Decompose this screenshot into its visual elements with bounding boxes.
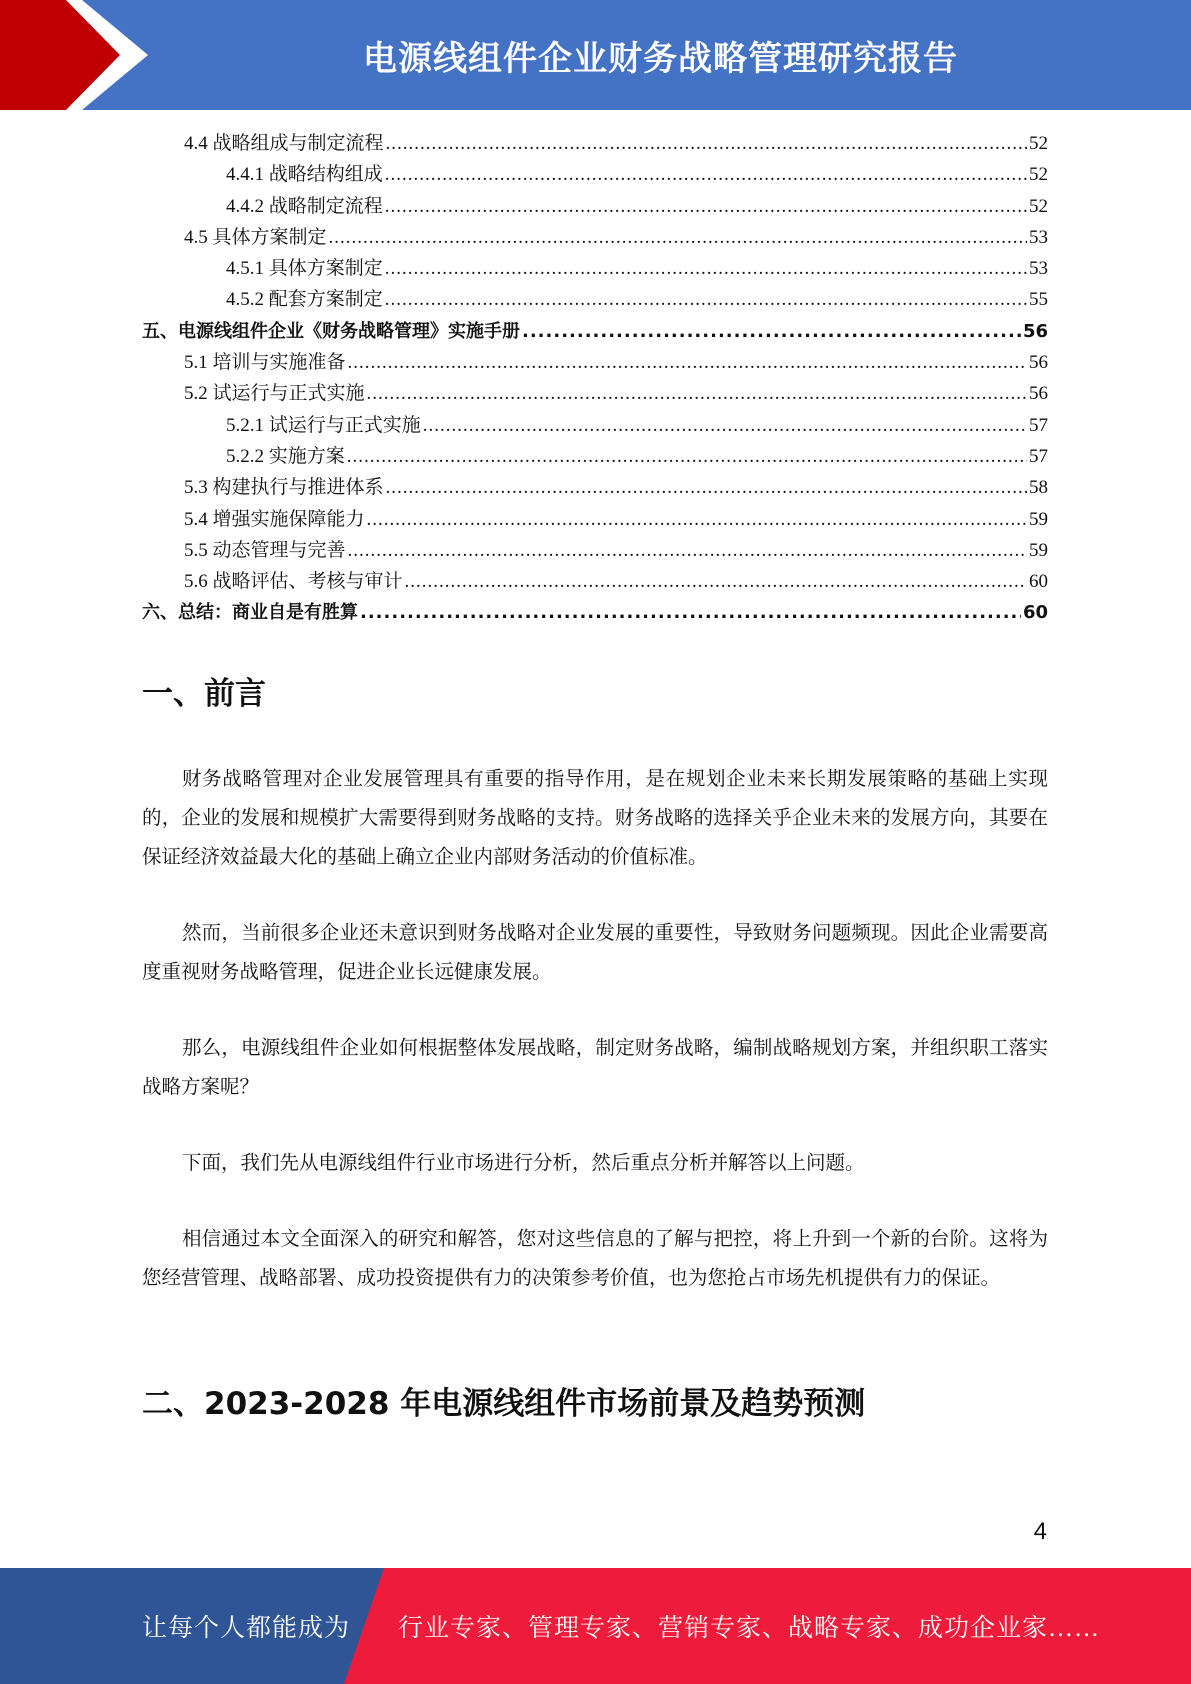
toc-entry-label: 5.2 试运行与正式实施 — [184, 383, 365, 405]
toc-entry-page: 56 — [1022, 320, 1048, 342]
toc-entry-page: 60 — [1022, 602, 1048, 624]
toc-entry-page: 59 — [1029, 508, 1048, 530]
toc-leader-dots — [385, 191, 1027, 222]
toc-entry-page: 52 — [1029, 195, 1048, 217]
paragraph: 财务战略管理对企业发展管理具有重要的指导作用，是在规划企业未来长期发展策略的基础上实现的，企业的发展和规模扩大需要得到财务战略的支持。财务战略的选择关乎企业未来的发展方向，其要在保证经济效益最大化的基础上确立企业内部财务活动的价值标准。 — [142, 769, 1048, 868]
toc-entry-label: 4.4.1 战略结构组成 — [226, 164, 383, 186]
toc-entry-label: 5.2.2 实施方案 — [226, 445, 345, 467]
toc-entry-label: 4.4 战略组成与制定流程 — [184, 133, 384, 154]
toc-entry-label: 5.4 增强实施保障能力 — [184, 508, 365, 530]
paragraph: 那么，电源线组件企业如何根据整体发展战略，制定财务战略，编制战略规划方案，并组织职工落实战略方案呢？ — [142, 1038, 1048, 1098]
paragraph: 相信通过本文全面深入的研究和解答，您对这些信息的了解与把控，将上升到一个新的台阶。这将为您经营管理、战略部署、成功投资提供有力的决策参考价值，也为您抢占市场先机提供有力的保证。 — [142, 1229, 1048, 1289]
toc-entry-page: 52 — [1029, 164, 1048, 186]
toc-entry[interactable] — [142, 441, 1048, 472]
toc-entry-page: 60 — [1029, 571, 1048, 593]
toc-entry-page: 57 — [1029, 445, 1048, 467]
toc-entry[interactable] — [142, 472, 1048, 503]
toc-entry-label: 4.4.2 战略制定流程 — [226, 195, 383, 217]
toc-leader-dots — [405, 566, 1027, 597]
toc-leader-dots — [385, 284, 1027, 315]
toc-leader-dots — [348, 535, 1027, 566]
toc-entry[interactable] — [142, 284, 1048, 315]
toc-entry-page: 53 — [1029, 258, 1048, 280]
preface-body — [142, 760, 1048, 1298]
toc-entry-page: 52 — [1029, 133, 1048, 154]
section-heading-preface: 一、前言 — [142, 676, 266, 712]
toc-entry-label: 5.2.1 试运行与正式实施 — [226, 414, 421, 436]
toc-leader-dots — [367, 378, 1027, 409]
toc-entry-page: 56 — [1029, 352, 1048, 374]
toc-entry-page: 56 — [1029, 383, 1048, 405]
toc-entry[interactable] — [142, 347, 1048, 378]
page-number: 4 — [1033, 1518, 1047, 1545]
toc-entry[interactable] — [142, 316, 1048, 347]
toc-entry[interactable] — [142, 128, 1048, 159]
footer-slogan-left: 让每个人都能成为 — [142, 1615, 351, 1642]
toc-entry[interactable] — [142, 253, 1048, 284]
toc-leader-dots — [360, 597, 1021, 628]
paragraph: 下面，我们先从电源线组件行业市场进行分析，然后重点分析并解答以上问题。 — [182, 1153, 865, 1174]
paragraph: 然而，当前很多企业还未意识到财务战略对企业发展的重要性，导致财务问题频现。因此企业需要高度重视财务战略管理，促进企业长远健康发展。 — [142, 923, 1048, 983]
toc-leader-dots — [522, 316, 1021, 347]
toc-leader-dots — [348, 347, 1027, 378]
toc-entry-label: 4.5.2 配套方案制定 — [226, 289, 383, 311]
toc-leader-dots — [386, 472, 1027, 503]
toc-entry[interactable] — [142, 191, 1048, 222]
toc-entry-label: 5.1 培训与实施准备 — [184, 352, 346, 374]
page-header — [0, 0, 1191, 110]
table-of-contents — [142, 128, 1048, 629]
toc-entry-page: 53 — [1029, 226, 1048, 248]
toc-entry[interactable] — [142, 566, 1048, 597]
toc-entry[interactable] — [142, 597, 1048, 628]
toc-entry[interactable] — [142, 504, 1048, 535]
toc-entry-label: 5.5 动态管理与完善 — [184, 539, 346, 561]
toc-entry-label: 4.5 具体方案制定 — [184, 226, 327, 248]
toc-entry[interactable] — [142, 410, 1048, 441]
toc-entry[interactable] — [142, 222, 1048, 253]
toc-entry-page: 55 — [1029, 289, 1048, 311]
toc-entry-label: 4.5.1 具体方案制定 — [226, 258, 383, 280]
toc-leader-dots — [367, 504, 1027, 535]
toc-entry[interactable] — [142, 535, 1048, 566]
toc-entry-label: 五、电源线组件企业《财务战略管理》实施手册 — [142, 320, 520, 342]
toc-entry-page: 59 — [1029, 539, 1048, 561]
footer-slogan-right: 行业专家、管理专家、营销专家、战略专家、成功企业家…… — [398, 1615, 1101, 1642]
toc-entry-label: 六、总结：商业自是有胜算 — [142, 602, 358, 624]
toc-entry-page: 57 — [1029, 414, 1048, 436]
toc-leader-dots — [385, 253, 1027, 284]
page-footer — [0, 1568, 1191, 1684]
toc-leader-dots — [347, 441, 1027, 472]
toc-leader-dots — [423, 410, 1027, 441]
section-heading-market-forecast: 二、2023-2028 年电源线组件市场前景及趋势预测 — [142, 1386, 866, 1422]
toc-entry-label: 5.3 构建执行与推进体系 — [184, 477, 384, 499]
toc-leader-dots — [329, 222, 1027, 253]
toc-leader-dots — [386, 128, 1027, 159]
report-title: 电源线组件企业财务战略管理研究报告 — [363, 38, 958, 79]
toc-leader-dots — [385, 159, 1027, 190]
toc-entry-label: 5.6 战略评估、考核与审计 — [184, 571, 403, 593]
toc-entry[interactable] — [142, 378, 1048, 409]
toc-entry[interactable] — [142, 159, 1048, 190]
toc-entry-page: 58 — [1029, 477, 1048, 499]
